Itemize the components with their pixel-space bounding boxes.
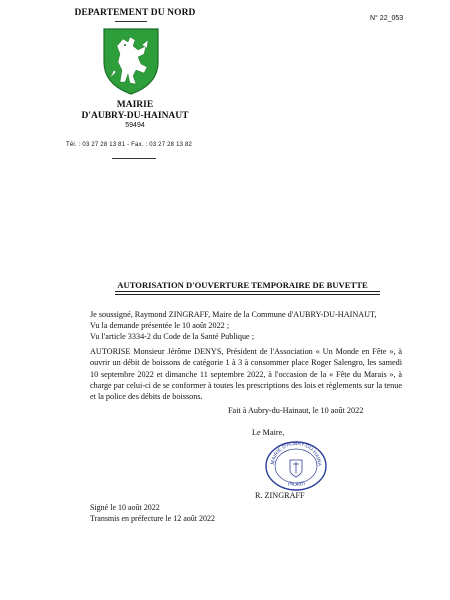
svg-text:MAIRIE D'AUBRY-DU-HAINAUT: MAIRIE D'AUBRY-DU-HAINA <box>269 440 323 467</box>
signatory-name: R. ZINGRAFF <box>255 491 305 500</box>
authorization-paragraph: AUTORISE Monsieur Jérôme DENYS, Président de l'Association « Un Monde en Fête », à ouvrir un débit de boissons de catégorie 1 à 3 à consommer place Roger Salengro, les samedi 10 septembre 2022 et dimanche 11 septembre 2022, à l'occasion de la « Fête du Marais », à charge par celui-ci de se conformer à toutes les prescriptions des lois et règlements sur la tenue et la police des débits de boissons. <box>90 347 402 402</box>
svg-text:(NORD): (NORD) <box>286 480 307 489</box>
contact-divider <box>112 158 156 159</box>
official-stamp <box>264 440 328 492</box>
document-reference: N° 22_053 <box>370 15 404 22</box>
signed-date: Signé le 10 août 2022 <box>90 503 160 512</box>
transmission-date: Transmis en préfecture le 12 août 2022 <box>90 514 216 523</box>
vu-article: Vu l'article 3334-2 du Code de la Santé Publique ; <box>90 332 255 341</box>
heading-divider <box>115 21 147 22</box>
postal-code: 59494 <box>125 122 145 129</box>
title-underline <box>115 291 380 295</box>
town-hall-name <box>60 100 210 122</box>
coat-of-arms-icon <box>101 26 161 96</box>
mairie-line-1: MAIRIE <box>116 100 154 110</box>
department-heading: DEPARTEMENT DU NORD <box>74 8 196 18</box>
document-title: AUTORISATION D'OUVERTURE TEMPORAIRE DE BUVETTE <box>117 280 368 290</box>
contact-line: Tél. : 03 27 28 13 81 - Fax. : 03 27 28 13 82 <box>66 142 193 148</box>
place-and-date: Fait à Aubry-du-Hainaut, le 10 août 2022 <box>228 406 364 415</box>
intro-paragraph: Je soussigné, Raymond ZINGRAFF, Maire de la Commune d'AUBRY-DU-HAINAUT, <box>90 310 377 319</box>
vu-request: Vu la demande présentée le 10 août 2022 ; <box>90 321 230 330</box>
mairie-line-2: D'AUBRY-DU-HAINAUT <box>81 111 189 121</box>
signatory-role: Le Maire, <box>252 428 285 437</box>
